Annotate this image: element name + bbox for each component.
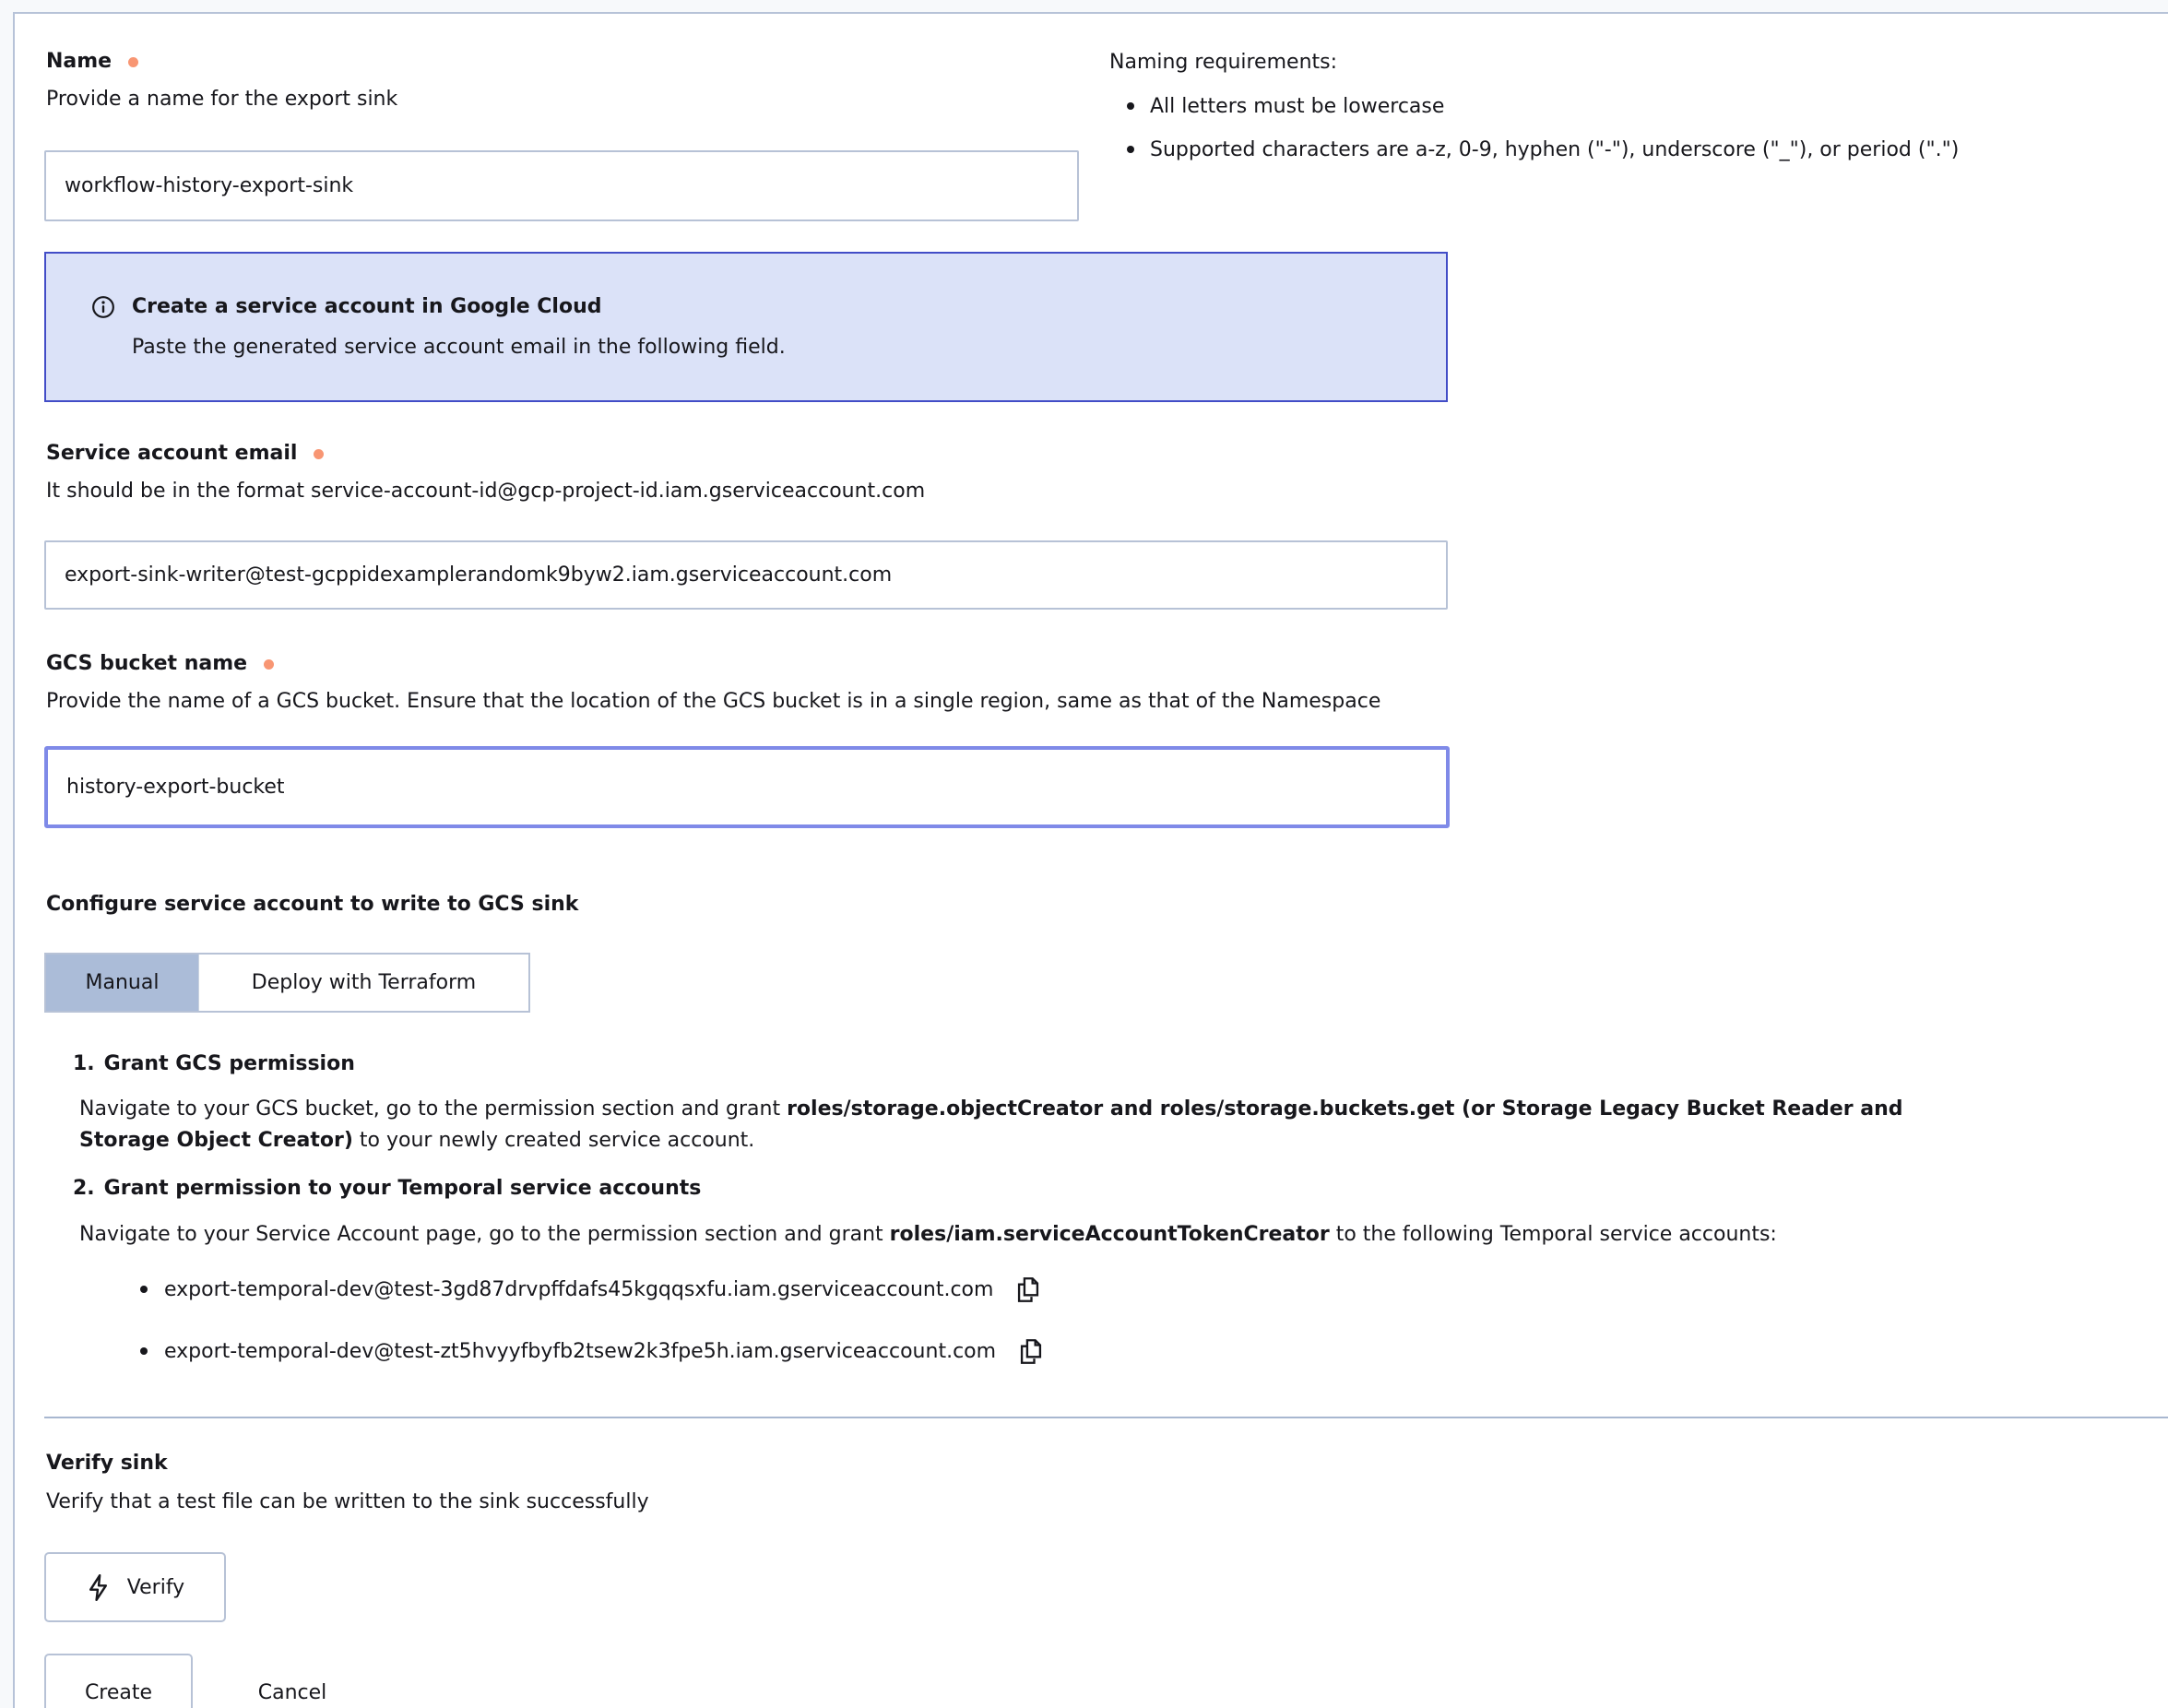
bullet-icon	[1127, 146, 1134, 153]
step1-roles-bold: Storage Object Creator)	[79, 1129, 353, 1152]
step1-number: 1.	[73, 1052, 95, 1075]
configure-heading: Configure service account to write to GCS sink	[46, 893, 579, 916]
configure-tabs	[44, 953, 530, 1013]
service-account-email-input[interactable]	[44, 540, 1448, 610]
bullet-icon	[140, 1286, 148, 1293]
temporal-account-email: export-temporal-dev@test-zt5hvyyfbyfb2tsew2k3fpe5h.iam.gserviceaccount.com	[164, 1339, 997, 1363]
naming-requirement-text: All letters must be lowercase	[1150, 94, 1445, 118]
section-divider	[44, 1417, 2168, 1418]
service-account-email-label-text: Service account email	[46, 442, 298, 465]
step2-role-bold: roles/iam.serviceAccountTokenCreator	[889, 1223, 1330, 1246]
info-box-title: Create a service account in Google Cloud	[132, 294, 602, 318]
copy-button[interactable]	[1015, 1275, 1041, 1304]
gcs-bucket-name-input[interactable]	[44, 746, 1450, 828]
gcs-bucket-name-label-text: GCS bucket name	[46, 652, 248, 675]
name-input[interactable]	[44, 150, 1079, 221]
tab-deploy-with-terraform[interactable]: Deploy with Terraform	[198, 955, 528, 1011]
service-account-info-box	[44, 252, 1448, 402]
cancel-button[interactable]: Cancel	[232, 1654, 352, 1708]
bullet-icon	[1127, 102, 1134, 110]
naming-requirement-text: Supported characters are a-z, 0-9, hyphen ("-"), underscore ("_"), or period (".")	[1150, 137, 1960, 161]
required-dot	[128, 57, 138, 67]
required-dot	[314, 449, 324, 459]
step1-text: Navigate to your GCS bucket, go to the permission section and grant	[79, 1097, 788, 1121]
step2-paragraph	[79, 1219, 1777, 1251]
create-button[interactable]: Create	[44, 1654, 193, 1708]
copy-icon	[1018, 1337, 1044, 1366]
step1-paragraph	[79, 1094, 1903, 1156]
naming-requirements-title: Naming requirements:	[1109, 51, 1338, 74]
verify-button-label: Verify	[126, 1575, 185, 1599]
verify-sink-description: Verify that a test file can be written to the sink successfully	[46, 1490, 649, 1513]
service-account-email-label	[46, 440, 324, 468]
step2-text: to the following Temporal service accounts:	[1329, 1223, 1777, 1246]
gcs-bucket-name-description: Provide the name of a GCS bucket. Ensure that the location of the GCS bucket is in a single region, same as that of the Namespace	[46, 690, 1381, 713]
required-dot	[264, 659, 274, 670]
zap-icon	[86, 1573, 111, 1602]
info-icon	[91, 295, 115, 319]
temporal-account-row	[140, 1333, 1044, 1370]
naming-requirement-item	[1127, 136, 1959, 163]
step2-text: Navigate to your Service Account page, go to the permission section and grant	[79, 1223, 890, 1246]
step2-number: 2.	[73, 1177, 95, 1200]
temporal-account-row	[140, 1271, 1041, 1308]
temporal-account-email: export-temporal-dev@test-3gd87drvpffdafs45kgqqsxfu.iam.gserviceaccount.com	[164, 1277, 994, 1301]
step2-title	[73, 1175, 701, 1203]
step2-title-text: Grant permission to your Temporal service accounts	[103, 1177, 702, 1200]
gcs-bucket-name-label	[46, 650, 274, 678]
copy-button[interactable]	[1018, 1337, 1044, 1366]
name-label	[46, 48, 138, 76]
step1-title	[73, 1050, 355, 1078]
verify-sink-heading: Verify sink	[46, 1452, 168, 1475]
step1-title-text: Grant GCS permission	[103, 1052, 355, 1075]
step1-roles-bold: roles/storage.objectCreator and roles/storage.buckets.get (or Storage Legacy Bucket Reader and	[787, 1097, 1903, 1121]
name-description: Provide a name for the export sink	[46, 88, 398, 111]
tab-manual[interactable]: Manual	[46, 955, 198, 1011]
step1-text: to your newly created service account.	[352, 1129, 755, 1152]
name-label-text: Name	[46, 50, 113, 73]
bullet-icon	[140, 1347, 148, 1355]
info-box-description: Paste the generated service account email in the following field.	[132, 335, 786, 359]
service-account-email-description: It should be in the format service-account-id@gcp-project-id.iam.gserviceaccount.com	[46, 480, 926, 503]
verify-button[interactable]	[44, 1552, 226, 1622]
copy-icon	[1015, 1275, 1041, 1304]
naming-requirement-item	[1127, 92, 1444, 120]
